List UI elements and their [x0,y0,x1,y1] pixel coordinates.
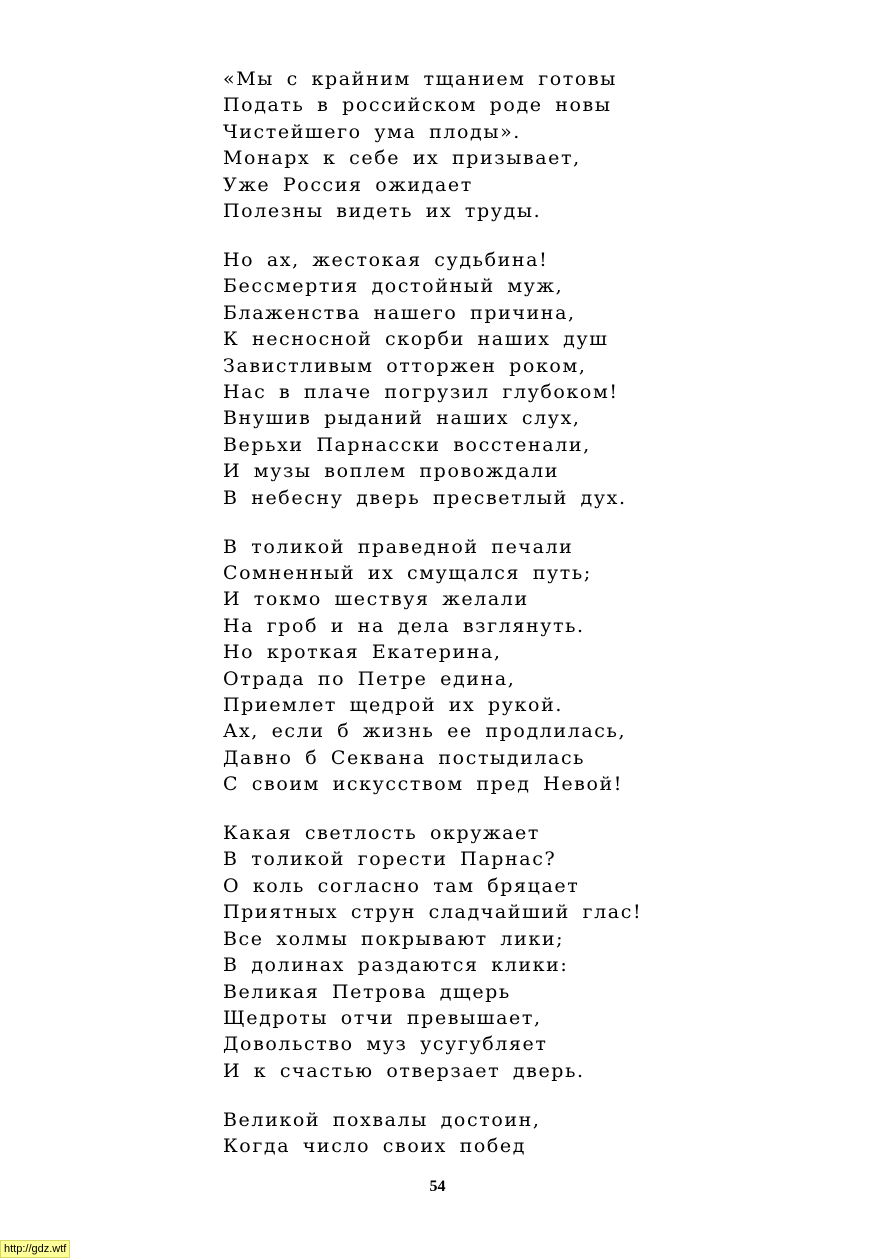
poem-line: На гроб и на дела взглянуть. [223,614,585,637]
poem-line: Ах, если б жизнь ее продлилась, [223,720,627,743]
poem-line: Отрада по Петре едина, [223,667,516,690]
poem-line: Верьхи Парнасски восстенали, [223,433,591,456]
poem-line: Завистливым отторжен роком, [223,354,587,377]
poem-line: Щедроты отчи превышает, [223,1006,542,1029]
poem-line: Нас в плаче погрузил глубоком! [223,380,619,403]
poem-line: Чистейшего ума плоды». [223,120,521,143]
stanza [223,1107,823,1160]
stanza [223,66,823,224]
poem-line: Сомненный их смущался путь; [223,561,592,584]
poem-line: Блаженства нашего причина, [223,301,576,324]
poem-line: Приемлет щедрой их рукой. [223,693,563,716]
poem-line: В толикой горести Парнас? [223,848,557,871]
stanza [223,247,823,511]
stanza [223,820,823,1084]
poem-line: К несносной скорби наших душ [223,328,609,351]
poem-line: Великой похвалы достоин, [223,1108,541,1131]
poem-line: Внушив рыданий наших слух, [223,407,581,430]
poem-line: Все холмы покрывают лики; [223,927,565,950]
poem-line: И музы воплем провождали [223,460,560,483]
poem-line: Бессмертия достойный муж, [223,275,564,298]
poem-line: Великая Петрова дщерь [223,980,511,1003]
page-number: 54 [429,1178,446,1195]
poem-line: Уже Россия ожидает [223,173,473,196]
poem-text [223,66,823,1182]
poem-line: Полезны видеть их труды. [223,200,542,223]
poem-line: Монарх к себе их призывает, [223,147,581,170]
poem-line: Давно б Секвана постыдилась [223,746,586,769]
poem-line: Но ах, жестокая судьбина! [223,248,549,271]
poem-line: С своим искусством пред Невой! [223,773,623,796]
poem-line: В небесну дверь пресветлый дух. [223,486,627,509]
poem-line: В долинах раздаются клики: [223,954,569,977]
poem-line: Приятных струн сладчайший глас! [223,901,643,924]
poem-line: Подать в российском роде новы [223,94,612,117]
source-watermark-link[interactable]: http://gdz.wtf [0,1240,70,1258]
poem-line: Довольство муз усугубляет [223,1033,548,1056]
poem-line: Какая светлость окружает [223,822,541,845]
poem-line: Но кроткая Екатерина, [223,641,502,664]
poem-line: И токмо шествуя желали [223,588,529,611]
poem-line: «Мы с крайним тщанием готовы [223,68,617,90]
poem-line: И к счастью отверзает дверь. [223,1059,585,1082]
stanza [223,534,823,798]
poem-line: О коль согласно там бряцает [223,874,580,897]
poem-line: Когда число своих побед [223,1135,527,1158]
poem-line: В толикой праведной печали [223,535,574,558]
